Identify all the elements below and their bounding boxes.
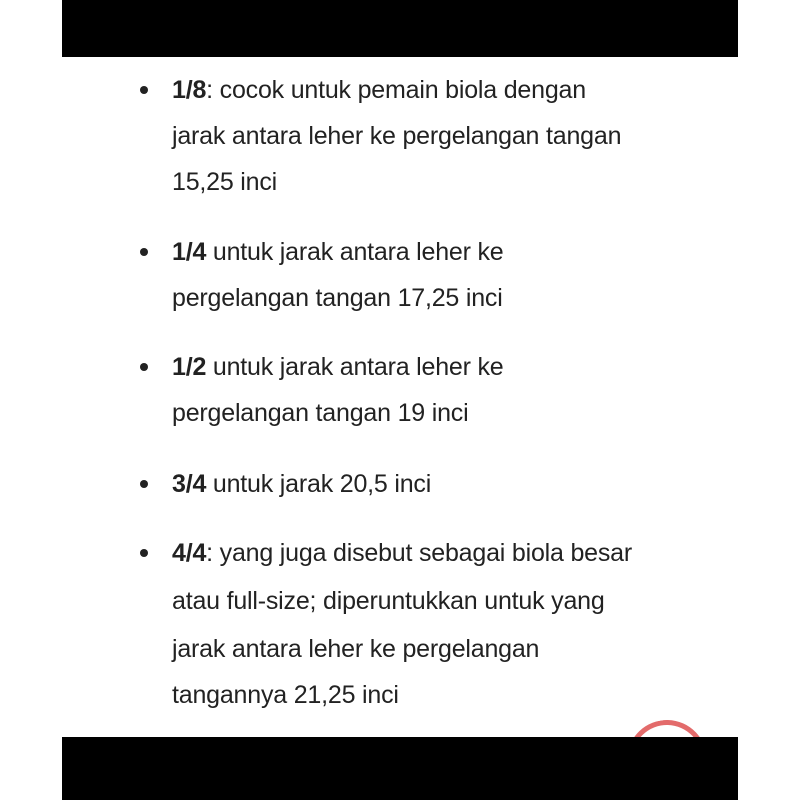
size-label: 1/4	[172, 238, 207, 266]
bullet-icon	[140, 363, 148, 371]
top-letterbox	[0, 0, 800, 57]
list-line: 4/4: yang juga disebut sebagai biola besar	[172, 539, 632, 567]
bullet-icon	[140, 86, 148, 94]
list-line: pergelangan tangan 19 inci	[172, 399, 469, 427]
bullet-icon	[140, 480, 148, 488]
list-line: jarak antara leher ke pergelangan tangan	[172, 122, 622, 150]
bottom-letterbox	[0, 737, 800, 800]
list-line: 15,25 inci	[172, 168, 278, 196]
list-line: pergelangan tangan 17,25 inci	[172, 284, 503, 312]
partial-circle-icon	[621, 714, 714, 737]
list-line: 1/4 untuk jarak antara leher ke	[172, 238, 504, 266]
list-line: jarak antara leher ke pergelangan	[172, 635, 540, 663]
size-label: 3/4	[172, 470, 207, 498]
list-line: 1/2 untuk jarak antara leher ke	[172, 353, 504, 381]
list-line: tangannya 21,25 inci	[172, 681, 399, 709]
article-content	[62, 57, 738, 737]
list-line: atau full-size; diperuntukkan untuk yang	[172, 587, 605, 615]
bullet-icon	[140, 549, 148, 557]
list-line: 1/8: cocok untuk pemain biola dengan	[172, 76, 586, 104]
size-label: 4/4	[172, 539, 207, 567]
bullet-icon	[140, 248, 148, 256]
list-line: 3/4 untuk jarak 20,5 inci	[172, 470, 432, 498]
size-label: 1/8	[172, 76, 207, 104]
size-label: 1/2	[172, 353, 207, 381]
